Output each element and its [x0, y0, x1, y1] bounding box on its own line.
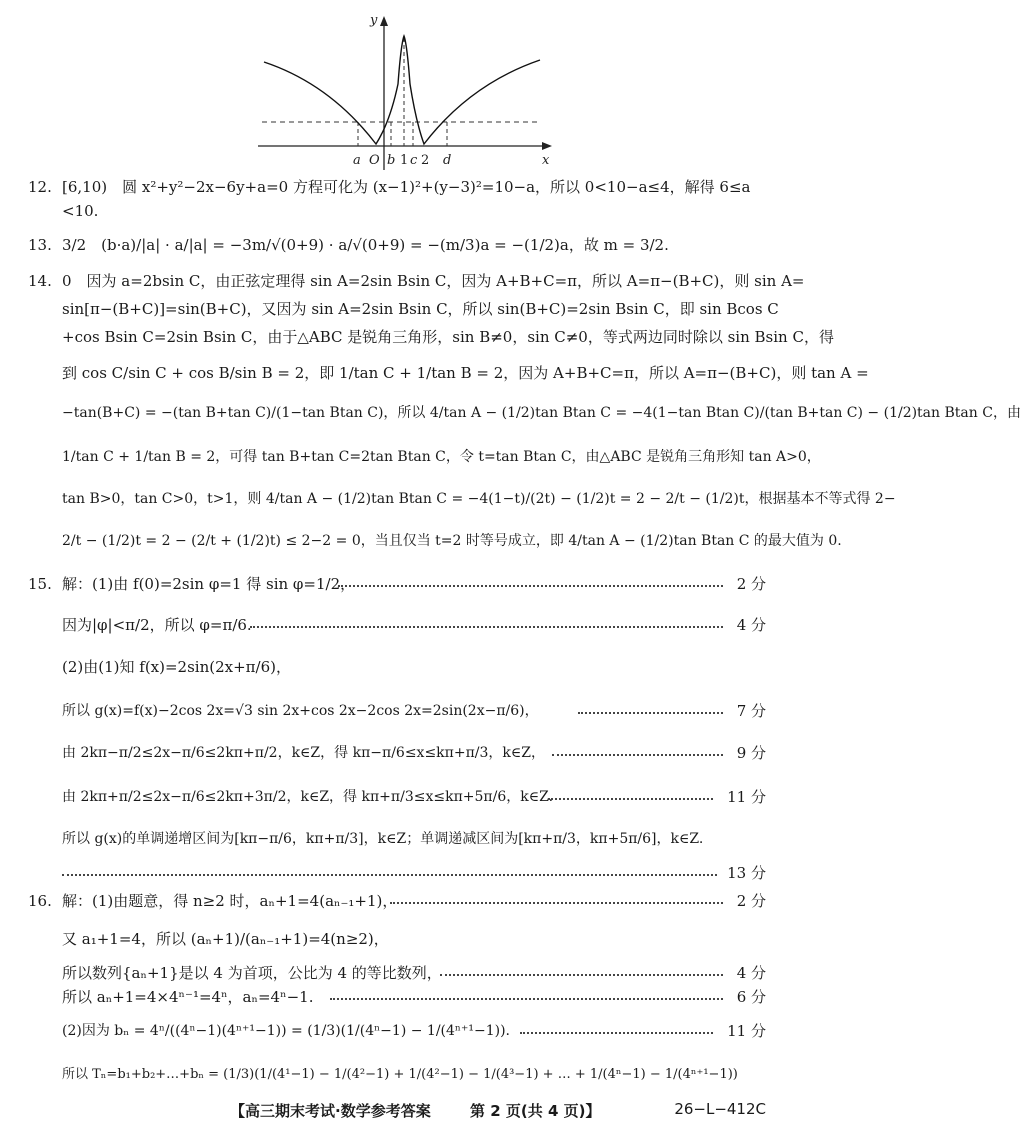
footer-page-number: 第 2 页(共 4 页)】 — [470, 1102, 601, 1120]
tick-label-O: O — [369, 153, 380, 168]
score-label: 4 分 — [736, 964, 766, 982]
score-label: 4 分 — [736, 616, 766, 634]
line-text: 解：(1)由 f(0)=2sin φ=1 得 sin φ=1/2， — [62, 575, 356, 593]
tick-label-b: b — [387, 153, 396, 168]
problem-number: 13. — [28, 236, 52, 254]
line-text: 0 因为 a=2bsin C，由正弦定理得 sin A=2sin Bsin C，因为 A+B+C=π，所以 A=π−(B+C)，则 sin A= — [62, 272, 805, 290]
dotted-leader — [250, 626, 723, 628]
line-text: <10. — [62, 202, 99, 220]
line-text: 到 cos C/sin C + cos B/sin B = 2，即 1/tan C + 1/tan B = 2，因为 A+B+C=π，所以 A=π−(B+C)，则 tan A = — [62, 364, 869, 382]
dotted-leader — [390, 902, 723, 904]
score-label: 2 分 — [736, 575, 766, 593]
score-label: 11 分 — [727, 788, 766, 806]
tick-label-2: 2 — [421, 153, 430, 168]
line-text: 解：(1)由题意，得 n≥2 时，aₙ+1=4(aₙ₋₁+1)， — [62, 892, 398, 910]
problem-number: 16. — [28, 892, 52, 910]
line-text: 3/2 (b·a)/|a| · a/|a| = −3m/√(0+9) · a/√(0+9) = −(m/3)a = −(1/2)a，故 m = 3/2. — [62, 236, 669, 254]
line-text: 由 2kπ−π/2≤2x−π/6≤2kπ+π/2，k∈Z，得 kπ−π/6≤x≤kπ+π/3，k∈Z， — [62, 745, 545, 761]
line-text: (2)因为 bₙ = 4ⁿ/((4ⁿ−1)(4ⁿ⁺¹−1)) = (1/3)(1/(4ⁿ−1) − 1/(4ⁿ⁺¹−1)). — [62, 1023, 510, 1039]
tick-label-d: d — [443, 153, 452, 168]
line-text: 因为|φ|<π/2，所以 φ=π/6. — [62, 616, 252, 634]
score-label: 7 分 — [736, 702, 766, 720]
score-label: 9 分 — [736, 744, 766, 762]
line-text: [6,10) 圆 x²+y²−2x−6y+a=0 方程可化为 (x−1)²+(y−3)²=10−a，所以 0<10−a≤4，解得 6≤a — [62, 178, 751, 196]
score-label: 11 分 — [727, 1022, 766, 1040]
function-curve — [264, 36, 540, 144]
tick-label-1: 1 — [400, 153, 409, 168]
dotted-leader — [330, 998, 723, 1000]
footer-title: 【高三期末考试·数学参考答案 — [230, 1102, 431, 1120]
line-text: tan B>0，tan C>0，t>1，则 4/tan A − (1/2)tan Btan C = −4(1−t)/(2t) − (1/2)t = 2 − 2/t − (1/2)t，根据基本不等式得 2− — [62, 491, 896, 507]
problem-number: 12. — [28, 178, 52, 196]
line-text: 由 2kπ+π/2≤2x−π/6≤2kπ+3π/2，k∈Z，得 kπ+π/3≤x≤kπ+5π/6，k∈Z. — [62, 789, 554, 805]
x-axis-arrow — [542, 142, 552, 150]
dotted-leader — [520, 1032, 713, 1034]
tick-label-c: c — [410, 153, 418, 168]
dotted-leader — [552, 754, 723, 756]
y-axis-label: y — [370, 13, 378, 28]
problem-number: 14. — [28, 272, 52, 290]
dotted-leader — [338, 585, 723, 587]
footer-code: 26−L−412C — [674, 1100, 766, 1118]
tick-label-a: a — [353, 153, 361, 168]
line-text: 所以 g(x)=f(x)−2cos 2x=√3 sin 2x+cos 2x−2cos 2x=2sin(2x−π/6)， — [62, 703, 539, 719]
line-text: sin[π−(B+C)]=sin(B+C)，又因为 sin A=2sin Bsin C，所以 sin(B+C)=2sin Bsin C，即 sin Bcos C — [62, 300, 779, 318]
line-text: 所以数列{aₙ+1}是以 4 为首项，公比为 4 的等比数列， — [62, 964, 442, 982]
line-text: 1/tan C + 1/tan B = 2，可得 tan B+tan C=2tan Btan C，令 t=tan Btan C，由△ABC 是锐角三角形知 tan A>0， — [62, 449, 821, 465]
dotted-leader — [548, 798, 713, 800]
line-text: +cos Bsin C=2sin Bsin C，由于△ABC 是锐角三角形，sin B≠0，sin C≠0，等式两边同时除以 sin Bsin C，得 — [62, 328, 834, 346]
line-text: 所以 g(x)的单调递增区间为[kπ−π/6，kπ+π/3]，k∈Z；单调递减区间为[kπ+π/3，kπ+5π/6]，k∈Z. — [62, 831, 704, 847]
score-label: 2 分 — [736, 892, 766, 910]
line-text: 2/t − (1/2)t = 2 − (2/t + (1/2)t) ≤ 2−2 = 0，当且仅当 t=2 时等号成立，即 4/tan A − (1/2)tan Btan C 的最大值为 0. — [62, 533, 842, 549]
dotted-leader — [62, 874, 717, 876]
line-text: 又 a₁+1=4，所以 (aₙ+1)/(aₙ₋₁+1)=4(n≥2)， — [62, 930, 389, 948]
dotted-leader — [440, 974, 723, 976]
x-axis-label: x — [542, 153, 550, 168]
function-graph — [250, 4, 570, 172]
score-label: 6 分 — [736, 988, 766, 1006]
line-text: 所以 aₙ+1=4×4ⁿ⁻¹=4ⁿ，aₙ=4ⁿ−1. — [62, 988, 314, 1006]
problem-number: 15. — [28, 575, 52, 593]
line-text: 所以 Tₙ=b₁+b₂+…+bₙ = (1/3)(1/(4¹−1) − 1/(4²−1) + 1/(4²−1) − 1/(4³−1) + … + 1/(4ⁿ−1) − 1/(4ⁿ⁺¹−1)) — [62, 1067, 738, 1082]
y-axis-arrow — [380, 16, 388, 26]
dotted-leader — [578, 712, 723, 714]
line-text: −tan(B+C) = −(tan B+tan C)/(1−tan Btan C)，所以 4/tan A − (1/2)tan Btan C = −4(1−tan Btan C)/(tan B+tan C) − (1/2)tan Btan C，由 — [62, 405, 1021, 421]
score-label: 13 分 — [727, 864, 766, 882]
line-text: (2)由(1)知 f(x)=2sin(2x+π/6)， — [62, 658, 291, 676]
